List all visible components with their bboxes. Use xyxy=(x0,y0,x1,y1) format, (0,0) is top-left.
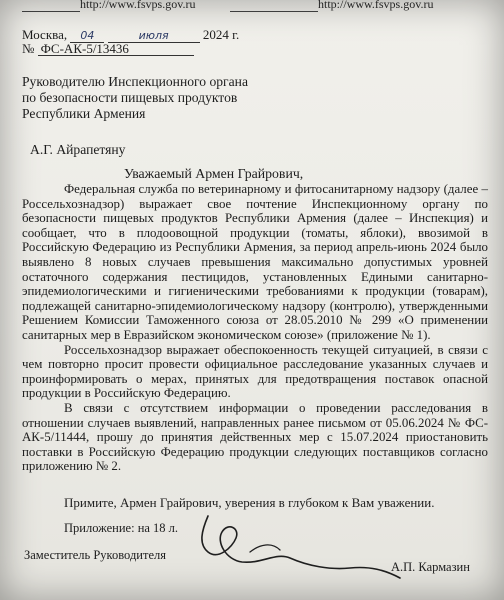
header-url-left: http://www.fsvps.gov.ru xyxy=(80,0,196,11)
body-paragraph: Федеральная служба по ветеринарному и фитосанитарному надзору (далее – Россельхознадзор) выражает свое почтение Инспекционному органу по безопасности пищевых продуктов Республики Армения (далее – Инспекция) и сообщает, что в плодоовощной продукции (томаты, яблоки), ввозимой в Российскую Федерацию из Республики Армения, за период апрель-июнь 2024 было выявлено 8 новых случаев превышения максимально допустимых уровней остаточного содержания пестицидов, установленных Едиными санитарно-эпидемиологическими и гигиеническими требованиями к продукции (товарам), подлежащей санитарно-эпидемиологическому надзору (контролю), утвержденными Решением Комиссии Таможенного союза от 28.05.2010 № 299 «О применении санитарных мер в Евразийском экономическом союзе» (приложение № 1). xyxy=(22,182,488,342)
header-rule-left xyxy=(22,11,80,12)
letter-body xyxy=(22,182,488,474)
recipient-line: по безопасности пищевых продуктов xyxy=(22,90,238,105)
signer-position: Заместитель Руководителя xyxy=(24,548,166,562)
salutation: Уважаемый Армен Грайрович, xyxy=(124,166,304,181)
date-month: июля xyxy=(138,29,169,42)
recipient-name: А.Г. Айрапетяну xyxy=(30,142,126,157)
header-url-right: http://www.fsvps.gov.ru xyxy=(318,0,434,11)
recipient-block xyxy=(22,74,248,122)
number-value: ФС-АК-5/13436 xyxy=(40,41,129,56)
handwritten-signature xyxy=(180,508,410,588)
date-place: Москва, xyxy=(22,27,68,42)
body-paragraph: Россельхознадзор выражает обеспокоенность текущей ситуацией, в связи с чем повторно просит провести официальное расследование указанных случаев и проинформировать о мерах, принятых для предотвращения поставок опасной продукции в Российскую Федерацию. xyxy=(22,342,488,401)
header-rule-right xyxy=(230,11,318,12)
closing-line: Примите, Армен Грайрович, уверения в глубоком к Вам уважении. xyxy=(64,495,435,510)
date-year: 2024 г. xyxy=(202,27,240,42)
enclosure-note: Приложение: на 18 л. xyxy=(64,521,179,535)
registration-number xyxy=(22,41,194,57)
signer-name: А.П. Кармазин xyxy=(391,560,470,574)
date-day: 04 xyxy=(80,29,95,42)
body-paragraph: В связи с отсутствием информации о проведении расследования в отношении случаев выявлений, направленных ранее письмом от 05.06.2024 № ФС-АК-5/11444, прошу до принятия действенных мер с 15.07.2024 приостановить поставки в Российскую Федерацию продукции следующих поставщиков согласно приложению № 2. xyxy=(22,400,488,474)
recipient-line: Республики Армения xyxy=(22,106,146,121)
number-prefix: № xyxy=(22,41,35,56)
recipient-line: Руководителю Инспекционного органа xyxy=(22,74,248,89)
